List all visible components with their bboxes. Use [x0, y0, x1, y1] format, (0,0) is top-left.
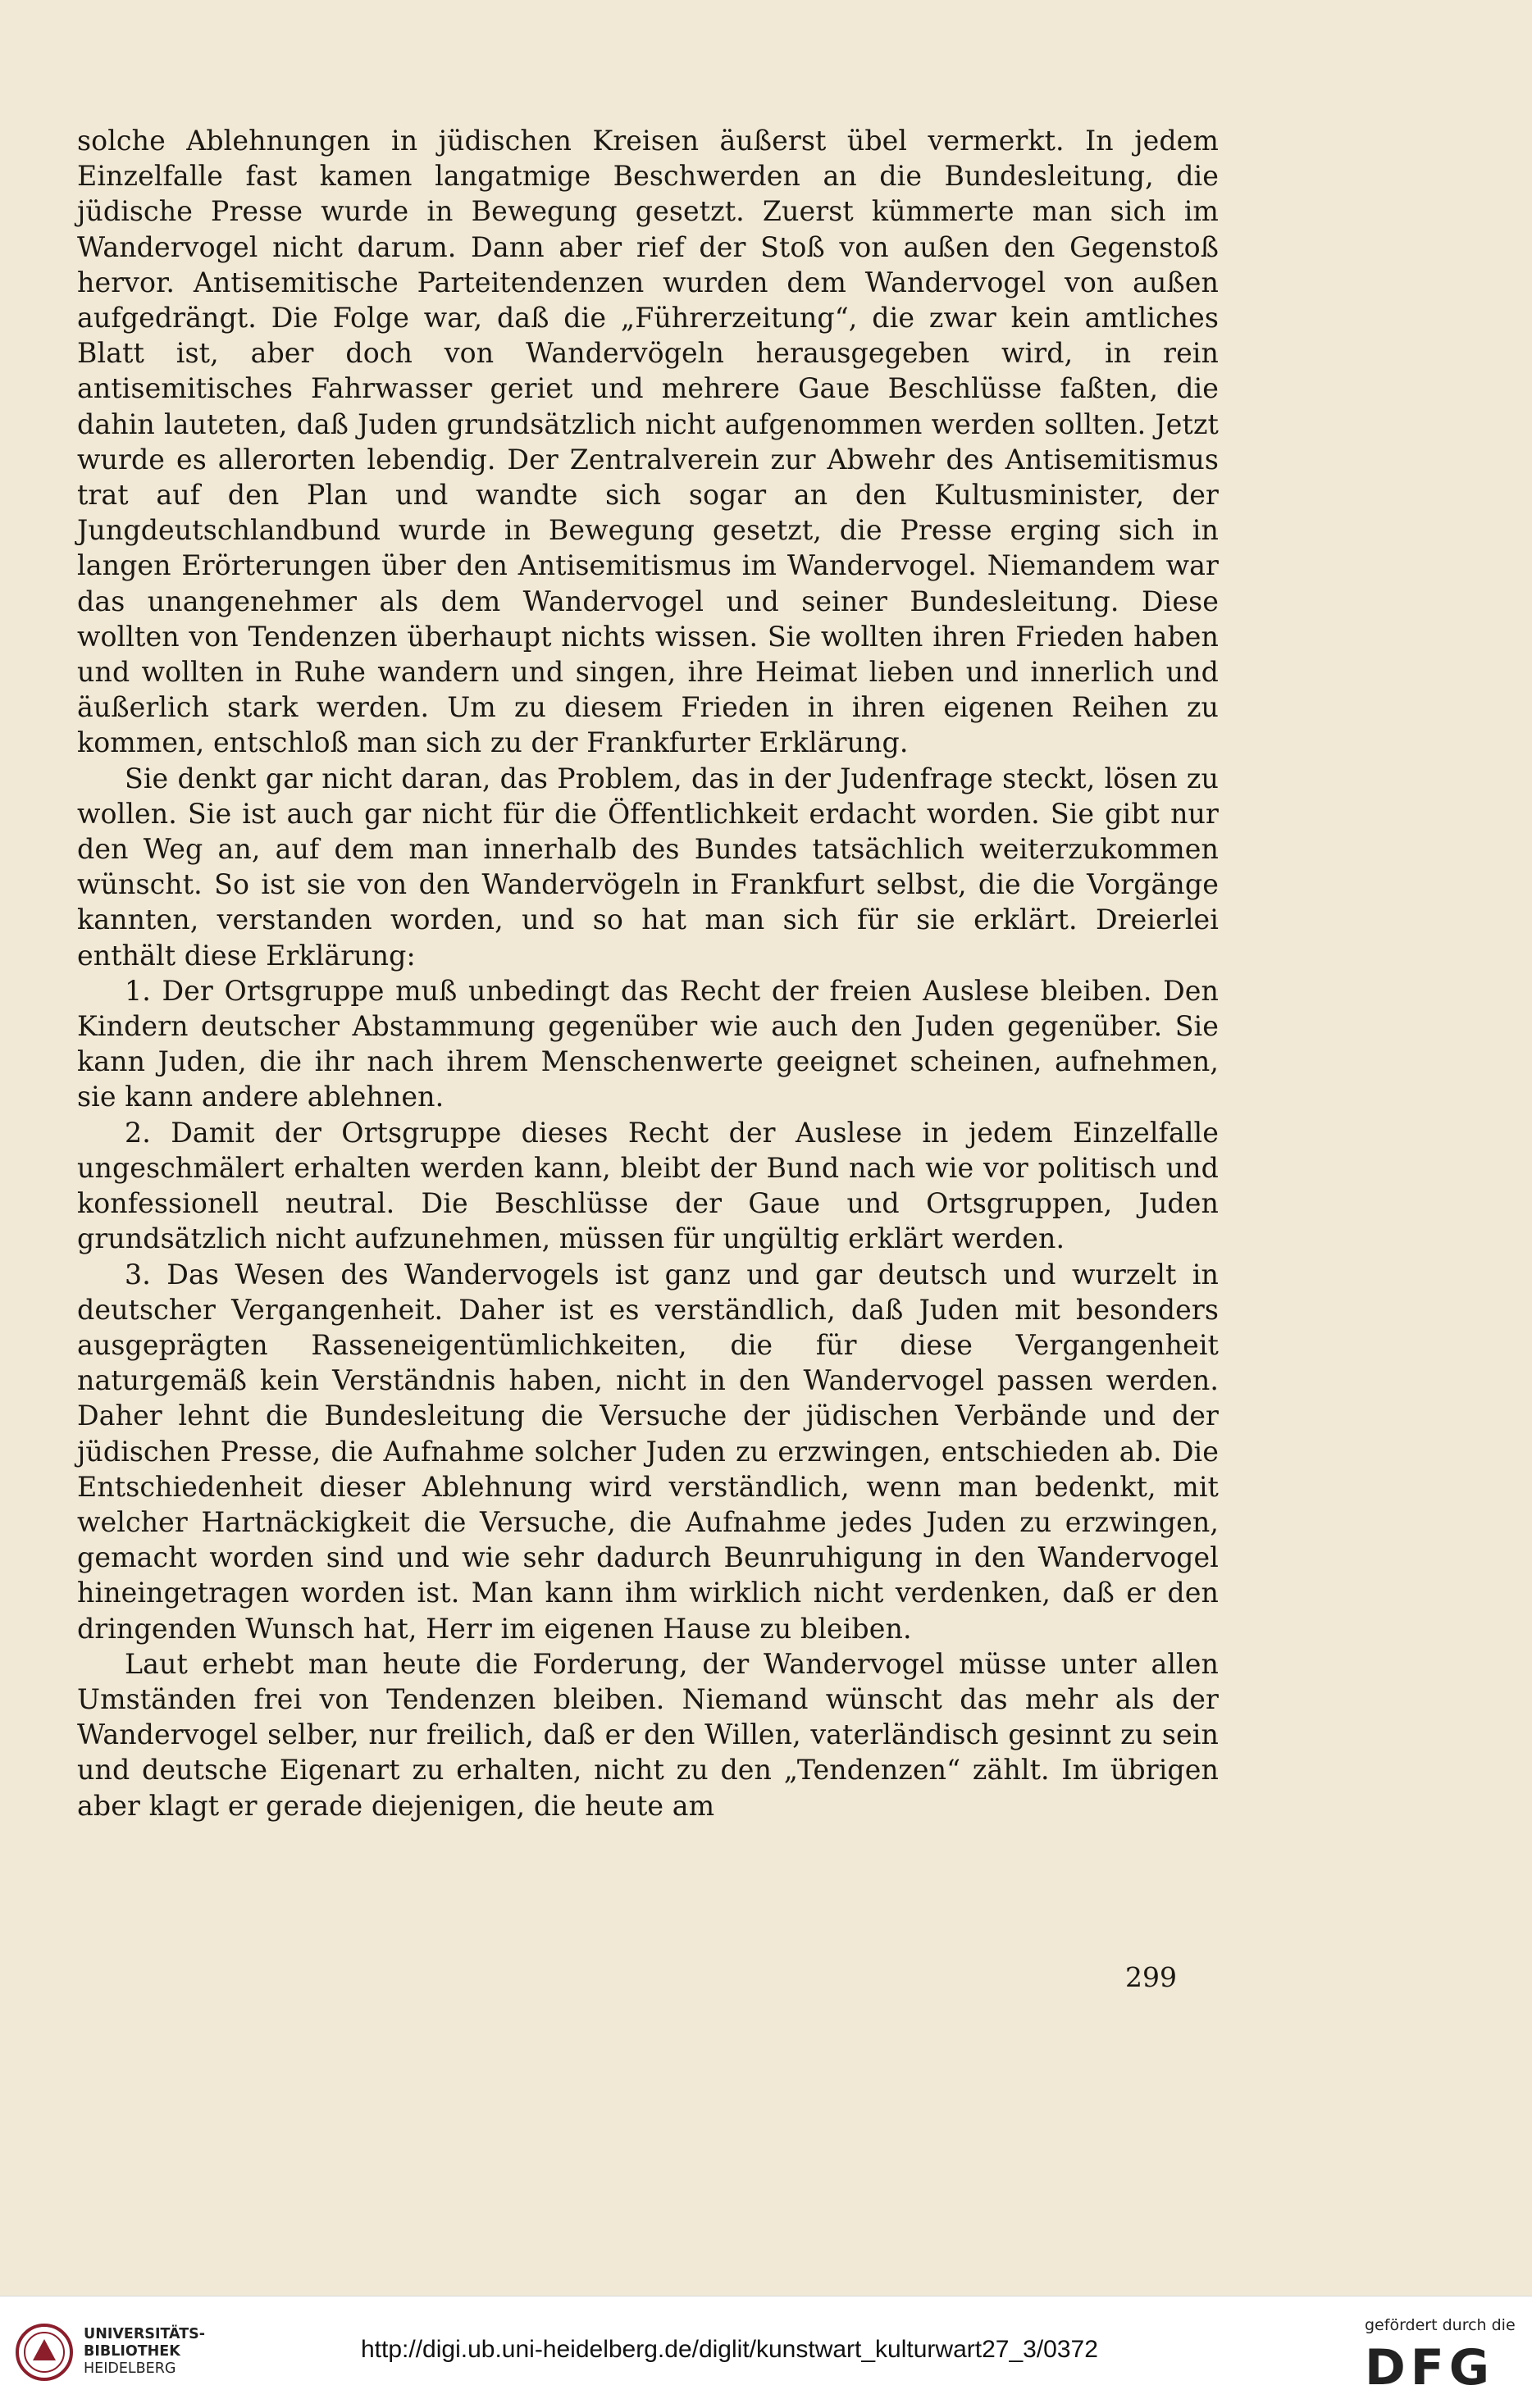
- list-item-1: 1. Der Ortsgruppe muß unbedingt das Recht der freien Auslese bleiben. Den Kindern deutscher Abstammung gegenüber wie auch den Juden gegenüber. Sie kann Juden, die ihr nach ihrem Menschenwerte geeignet scheinen, aufnehmen, sie kann andere ablehnen.: [77, 974, 1219, 1113]
- digitization-footer: [0, 2296, 1532, 2408]
- paragraph-2: Sie denkt gar nicht daran, das Problem, das in der Judenfrage steckt, lösen zu wollen. Sie ist auch gar nicht für die Öffentlichkeit erdacht worden. Sie gibt nur den Weg an, auf dem man innerhalb des Bundes tatsächlich weiterzukommen wünscht. So ist sie von den Wandervögeln in Frankfurt selbst, die die Vorgänge kannten, verstanden worden, und so hat man sich für sie erklärt. Dreierlei enthält diese Erklärung:: [77, 762, 1219, 972]
- paragraph-1: solche Ablehnungen in jüdischen Kreisen äußerst übel vermerkt. In jedem Einzelfalle fast kamen langatmige Beschwerden an die Bundesleitung, die jüdische Presse wurde in Bewegung gesetzt. Zuerst kümmerte man sich im Wandervogel nicht darum. Dann aber rief der Stoß von außen den Gegenstoß hervor. Antisemitische Parteitendenzen wurden dem Wandervogel von außen aufgedrängt. Die Folge war, daß die „Führerzeitung“, die zwar kein amtliches Blatt ist, aber doch von Wandervögeln herausgegeben wird, in rein antisemitisches Fahrwasser geriet und mehrere Gaue Beschlüsse faßten, die dahin lauteten, daß Juden grundsätzlich nicht aufgenommen werden sollten. Jetzt wurde es allerorten lebendig. Der Zentralverein zur Abwehr des Antisemitismus trat auf den Plan und wandte sich sogar an den Kultusminister, der Jungdeutschlandbund wurde in Bewegung gesetzt, die Presse erging sich in langen Erörterungen über den Antisemitismus im Wandervogel. Niemandem war das unangenehmer als dem Wandervogel und seiner Bundesleitung. Diese wollten von Tendenzen überhaupt nichts wissen. Sie wollten ihren Frieden haben und wollten in Ruhe wandern und singen, ihre Heimat lieben und innerlich und äußerlich stark werden. Um zu diesem Frieden in ihren eigenen Reihen zu kommen, entschloß man sich zu der Frankfurter Erklärung.: [77, 125, 1219, 759]
- funded-by-text: gefördert durch die: [1365, 2316, 1516, 2334]
- page-number: 299: [1125, 1961, 1177, 1993]
- university-seal-icon: [15, 2323, 74, 2385]
- library-name-line-3: HEIDELBERG: [84, 2360, 176, 2377]
- library-name: [84, 2326, 205, 2378]
- permalink-url[interactable]: http://digi.ub.uni-heidelberg.de/diglit/kunstwart_kulturwart27_3/0372: [361, 2336, 1098, 2363]
- dfg-logo: DFG: [1365, 2339, 1495, 2397]
- paragraph-closing: Laut erhebt man heute die Forderung, der Wandervogel müsse unter allen Umständen frei von Tendenzen bleiben. Niemand wünscht das mehr als der Wandervogel selber, nur freilich, daß er den Willen, vaterländisch gesinnt zu sein und deutsche Eigenart zu erhalten, nicht zu den „Tendenzen“ zählt. Im übrigen aber klagt er gerade diejenigen, die heute am: [77, 1647, 1219, 1822]
- library-name-line-1: UNIVERSITÄTS-: [84, 2326, 206, 2342]
- list-item-2: 2. Damit der Ortsgruppe dieses Recht der Auslese in jedem Einzelfalle ungeschmälert erhalten werden kann, bleibt der Bund nach wie vor politisch und konfessionell neutral. Die Beschlüsse der Gaue und Ortsgruppen, Juden grundsätzlich nicht aufzunehmen, müssen für ungültig erklärt werden.: [77, 1116, 1219, 1255]
- library-name-line-2: BIBLIOTHEK: [84, 2343, 180, 2360]
- list-item-3: 3. Das Wesen des Wandervogels ist ganz und gar deutsch und wurzelt in deutscher Vergangenheit. Daher ist es verständlich, daß Juden mit besonders ausgeprägten Rasseneigentümlichkeiten, die für diese Vergangenheit naturgemäß kein Verständnis haben, nicht in den Wandervogel passen werden. Daher lehnt die Bundesleitung die Versuche der jüdischen Verbände und der jüdischen Presse, die Aufnahme solcher Juden zu erzwingen, entschieden ab. Die Entschiedenheit dieser Ablehnung wird verständlich, wenn man bedenkt, mit welcher Hartnäckigkeit die Versuche, die Aufnahme jedes Juden zu erzwingen, gemacht worden sind und wie sehr dadurch Beunruhigung in den Wandervogel hineingetragen worden ist. Man kann ihm wirklich nicht verdenken, daß er den dringenden Wunsch hat, Herr im eigenen Hause zu bleiben.: [77, 1258, 1219, 1645]
- body-text: [77, 123, 1219, 1823]
